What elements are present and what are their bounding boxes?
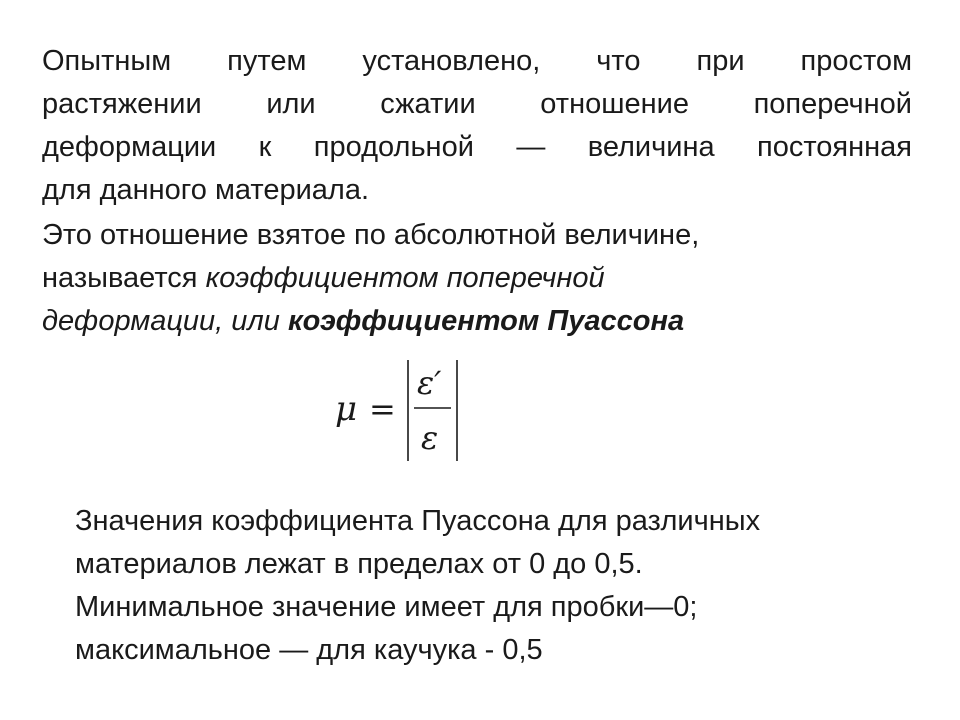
poisson-definition-paragraph: [42, 214, 912, 343]
paragraph1-line: деформации к продольной — величина постоянная: [42, 131, 912, 163]
paragraph2-italic-term: коэффициентом поперечной: [205, 262, 605, 294]
poisson-ratio-formula: [333, 354, 473, 464]
formula-equals: =: [369, 390, 396, 428]
paragraph2-line-3: [42, 300, 912, 343]
paragraph2-regular-text: называется: [42, 262, 206, 294]
poisson-coefficient-term: коэффициентом Пуассона: [287, 305, 685, 337]
definition-paragraph: [42, 40, 912, 212]
formula-numerator: ε′: [417, 364, 442, 402]
formula-graphic: [333, 354, 473, 464]
paragraph1-line: растяжении или сжатии отношение поперечной: [42, 88, 912, 120]
paragraph3-line: Значения коэффициента Пуассона для различных: [75, 505, 761, 537]
poisson-values-paragraph: [75, 500, 915, 672]
paragraph2-line-1: Это отношение взятое по абсолютной величине,: [42, 219, 700, 251]
formula-mu: μ: [335, 389, 358, 429]
formula-denominator: ε: [421, 419, 439, 457]
paragraph2-line-2: [42, 257, 912, 300]
paragraph3-line: материалов лежат в пределах от 0 до 0,5.: [75, 548, 643, 580]
paragraph1-line: Опытным путем установлено, что при простом: [42, 45, 912, 77]
paragraph2-italic-term-continued: деформации, или: [42, 305, 288, 337]
paragraph3-line: максимальное — для каучука - 0,5: [75, 634, 543, 666]
paragraph3-line: Минимальное значение имеет для пробки—0;: [75, 591, 698, 623]
paragraph1-line: для данного материала.: [42, 174, 370, 206]
